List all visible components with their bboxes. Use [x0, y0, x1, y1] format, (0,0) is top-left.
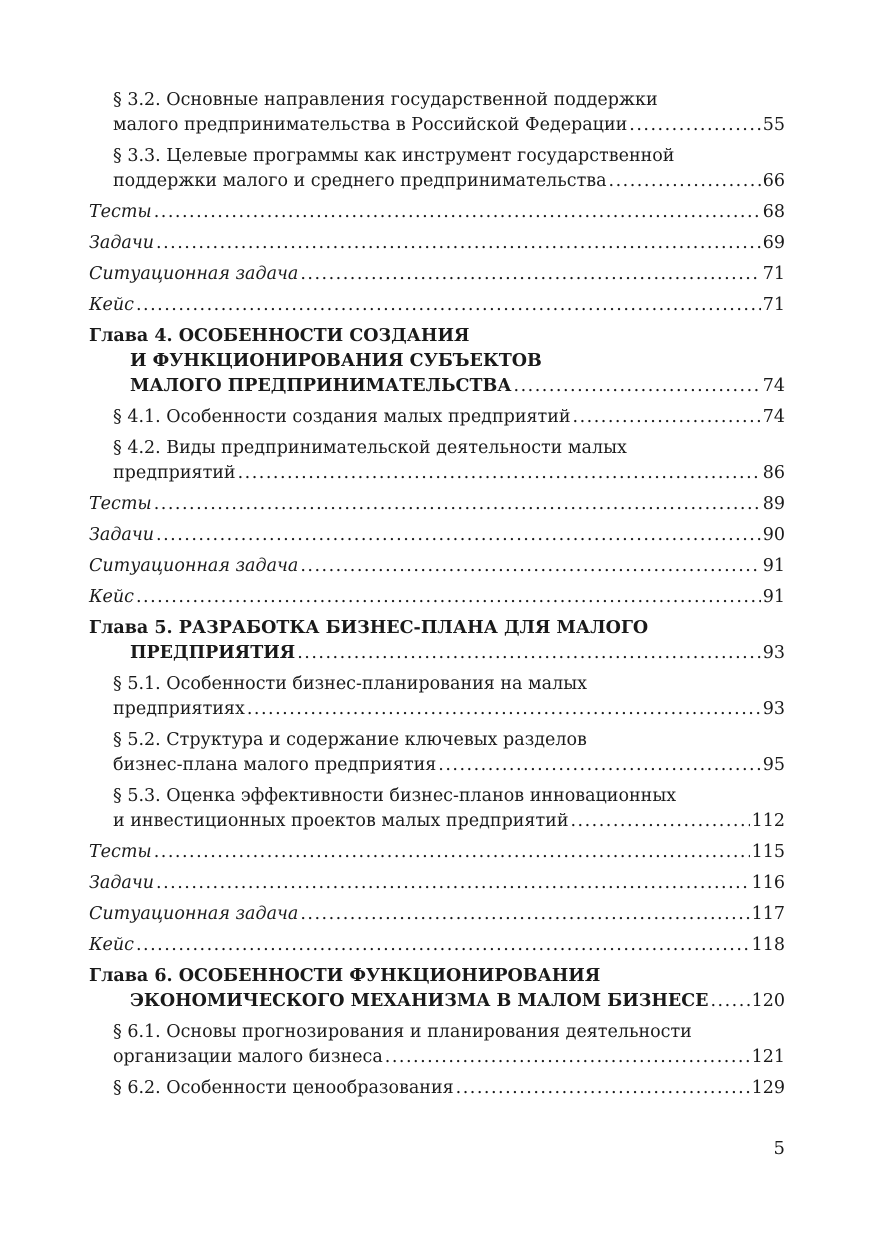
page-ref: 121 — [751, 1047, 785, 1067]
toc-entry-case-4: Кейс ..... 91 — [89, 585, 785, 610]
toc-entry-3-3: § 3.3. Целевые программы как инструмент государственной поддержки малого и среднего предпринимательства ..... 66 — [89, 144, 785, 194]
table-of-contents — [89, 88, 785, 1101]
toc-chapter-4: Глава 4. ОСОБЕННОСТИ СОЗДАНИЯ И ФУНКЦИОНИРОВАНИЯ СУБЪЕКТОВ МАЛОГО ПРЕДПРИНИМАТЕЛЬСТВА ..... 74 — [89, 324, 785, 399]
page-ref: 95 — [762, 755, 785, 775]
page-ref: 93 — [762, 643, 785, 663]
toc-entry-tasks-5: Задачи ..... 116 — [89, 871, 785, 896]
page-ref: 91 — [762, 587, 785, 607]
page-ref: 74 — [762, 376, 785, 396]
page-ref: 117 — [751, 904, 785, 924]
toc-entry-tasks-3: Задачи ..... 69 — [89, 231, 785, 256]
page-ref: 74 — [762, 407, 785, 427]
toc-chapter-5: Глава 5. РАЗРАБОТКА БИЗНЕС-ПЛАНА ДЛЯ МАЛОГО ПРЕДПРИЯТИЯ ..... 93 — [89, 616, 785, 666]
toc-entry-5-3: § 5.3. Оценка эффективности бизнес-планов инновационных и инвестиционных проектов малых предприятий ..... 112 — [89, 784, 785, 834]
toc-entry-situational-4: Ситуационная задача ..... 91 — [89, 554, 785, 579]
page-ref: 86 — [762, 463, 785, 483]
page-ref: 55 — [762, 115, 785, 135]
page-ref: 89 — [762, 494, 785, 514]
page-ref: 71 — [762, 264, 785, 284]
page-ref: 116 — [751, 873, 785, 893]
toc-entry-3-2: § 3.2. Основные направления государственной поддержки малого предпринимательства в Российской Федерации ..... 55 — [89, 88, 785, 138]
page-ref: 66 — [762, 171, 785, 191]
page-ref: 129 — [751, 1078, 785, 1098]
toc-entry-5-1: § 5.1. Особенности бизнес-планирования на малых предприятиях ..... 93 — [89, 672, 785, 722]
toc-entry-tests-4: Тесты ..... 89 — [89, 492, 785, 517]
page-ref: 68 — [762, 202, 785, 222]
toc-entry-tests-3: Тесты ..... 68 — [89, 200, 785, 225]
toc-entry-6-2: § 6.2. Особенности ценообразования ..... 129 — [89, 1076, 785, 1101]
toc-entry-4-2: § 4.2. Виды предпринимательской деятельности малых предприятий ..... 86 — [89, 436, 785, 486]
toc-entry-6-1: § 6.1. Основы прогнозирования и планирования деятельности организации малого бизнеса ..... 121 — [89, 1020, 785, 1070]
toc-entry-situational-5: Ситуационная задача ..... 117 — [89, 902, 785, 927]
toc-entry-tasks-4: Задачи ..... 90 — [89, 523, 785, 548]
toc-entry-tests-5: Тесты ..... 115 — [89, 840, 785, 865]
page-ref: 112 — [751, 811, 785, 831]
toc-chapter-6: Глава 6. ОСОБЕННОСТИ ФУНКЦИОНИРОВАНИЯ ЭКОНОМИЧЕСКОГО МЕХАНИЗМА В МАЛОМ БИЗНЕСЕ ..... 120 — [89, 964, 785, 1014]
page-ref: 90 — [762, 525, 785, 545]
page-ref: 93 — [762, 699, 785, 719]
toc-entry-case-3: Кейс ..... 71 — [89, 293, 785, 318]
page-ref: 115 — [751, 842, 785, 862]
toc-entry-case-5: Кейс ..... 118 — [89, 933, 785, 958]
page-ref: 120 — [751, 991, 785, 1011]
page-ref: 91 — [762, 556, 785, 576]
page-ref: 118 — [751, 935, 785, 955]
toc-entry-situational-3: Ситуационная задача ..... 71 — [89, 262, 785, 287]
page-number: 5 — [773, 1138, 785, 1159]
toc-entry-5-2: § 5.2. Структура и содержание ключевых разделов бизнес-плана малого предприятия ..... 95 — [89, 728, 785, 778]
page-ref: 69 — [762, 233, 785, 253]
page-ref: 71 — [762, 295, 785, 315]
toc-entry-4-1: § 4.1. Особенности создания малых предприятий ..... 74 — [89, 405, 785, 430]
